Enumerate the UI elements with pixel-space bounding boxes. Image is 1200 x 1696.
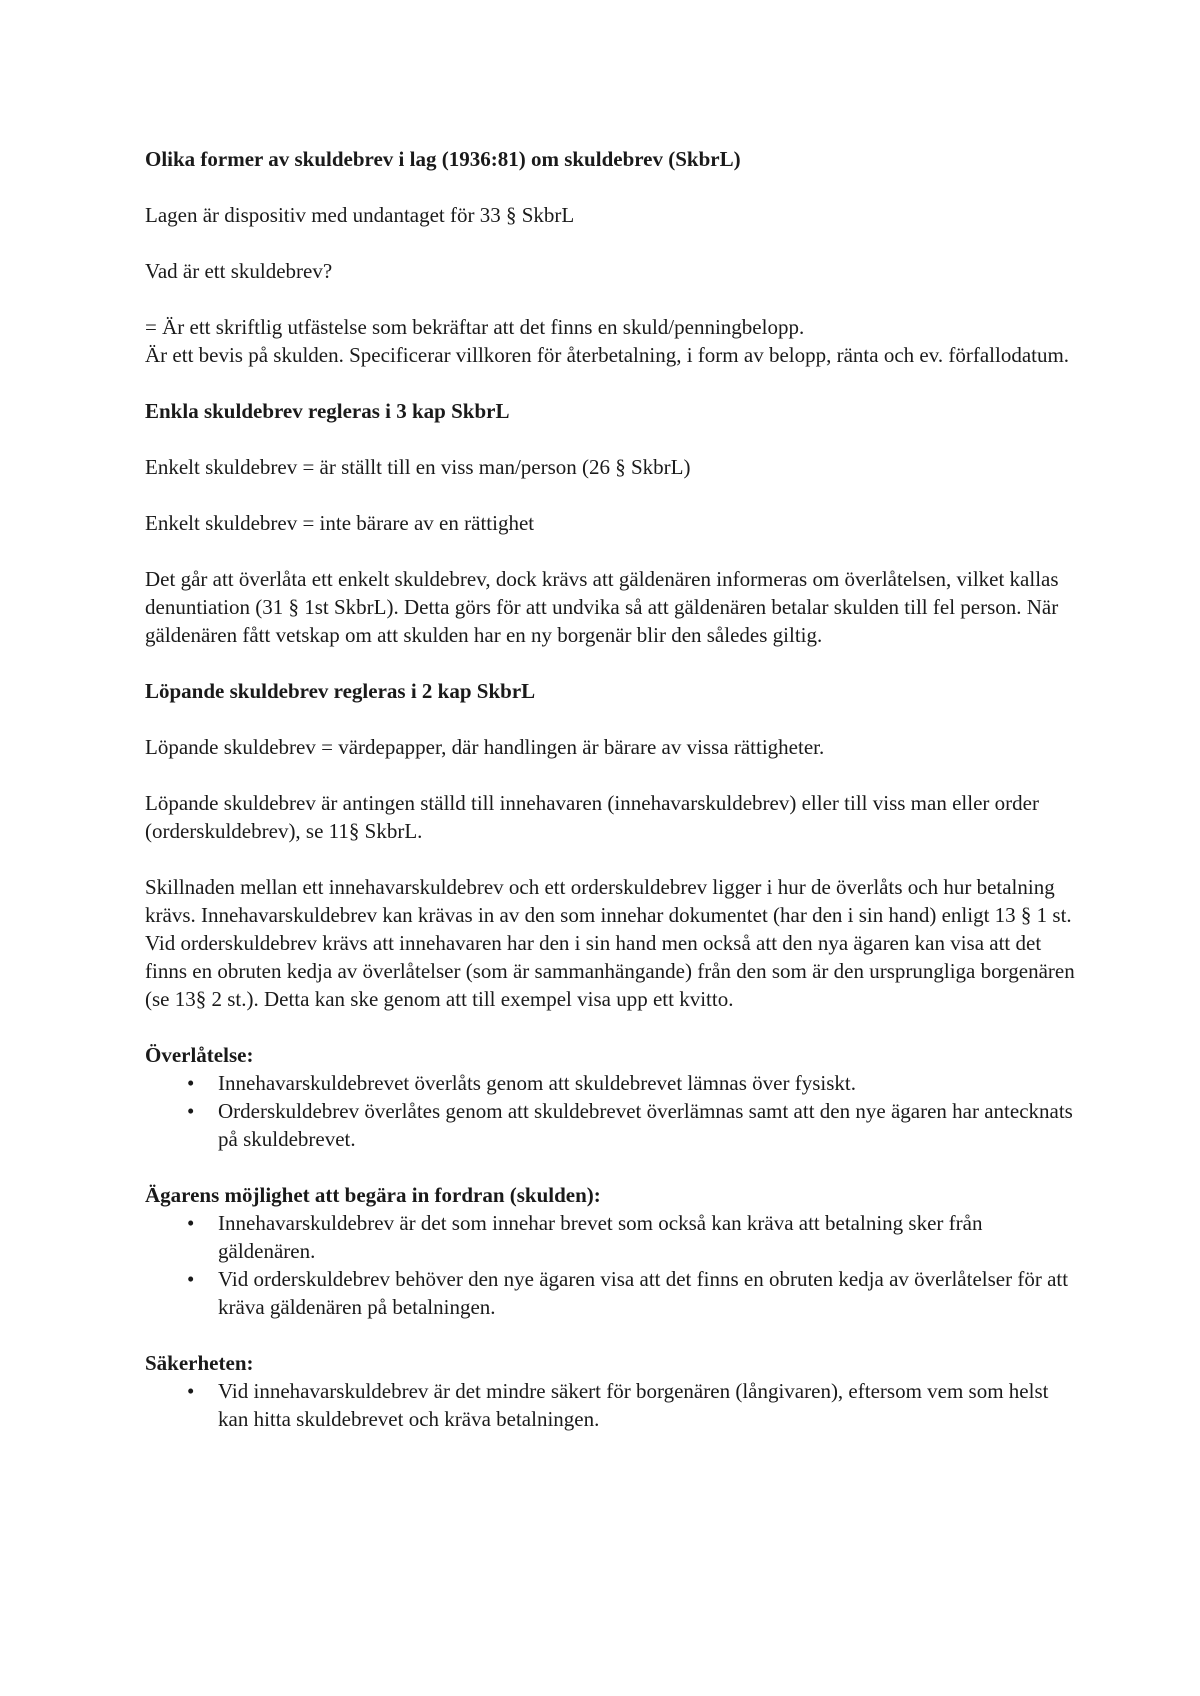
document-title: Olika former av skuldebrev i lag (1936:81) om skuldebrev (SkbrL) [145,147,741,171]
list-item-text: Innehavarskuldebrevet överlåts genom att skuldebrevet lämnas över fysiskt. [218,1071,856,1095]
paragraph-definition-1: = Är ett skriftlig utfästelse som bekräftar att det finns en skuld/penningbelopp. [145,315,805,339]
paragraph-enkelt-3: Det går att överlåta ett enkelt skuldebrev, dock krävs att gäldenären informeras om överlåtelsen, vilket kallas denuntiation (31 § 1st SkbrL). Detta görs för att undvika så att gäldenären betalar skulden till fel person. När gäldenären fått vetskap om att skulden har en ny borgenär blir den således giltig. [145,567,1059,647]
paragraph-lopande-3: Skillnaden mellan ett innehavarskuldebrev och ett orderskuldebrev ligger i hur de överlåts och hur betalning krävs. Innehavarskuldebrev kan krävas in av den som innehar dokumentet (har den i sin hand) enligt 13 § 1 st. Vid orderskuldebrev krävs att innehavaren har den i sin hand men också att den nya ägaren kan visa att det finns en obruten kedja av överlåtelser (som är sammanhängande) från den som är den ursprungliga borgenären (se 13§ 2 st.). Detta kan ske genom att till exempel visa upp ett kvitto. [145,875,1075,1011]
paragraph-enkelt-1: Enkelt skuldebrev = är ställt till en viss man/person (26 § SkbrL) [145,455,691,479]
list-item [145,1097,1075,1153]
bullet-icon: • [187,1071,195,1095]
bullet-list-agarens-mojlighet [145,1209,1075,1321]
bullet-list-sakerheten [145,1377,1075,1433]
paragraph-definition-2: Är ett bevis på skulden. Specificerar villkoren för återbetalning, i form av belopp, ränta och ev. förfallodatum. [145,343,1070,367]
list-item [145,1377,1075,1433]
list-item [145,1209,1075,1265]
bullet-icon: • [187,1267,195,1291]
heading-sakerheten: Säkerheten: [145,1351,254,1375]
list-item [145,1069,1075,1097]
paragraph-question: Vad är ett skuldebrev? [145,259,333,283]
heading-overlatelse: Överlåtelse: [145,1043,254,1067]
bullet-icon: • [187,1379,195,1403]
heading-agarens-mojlighet: Ägarens möjlighet att begära in fordran (skulden): [145,1183,601,1207]
bullet-icon: • [187,1211,195,1235]
paragraph-lopande-2: Löpande skuldebrev är antingen ställd till innehavaren (innehavarskuldebrev) eller till viss man eller order (orderskuldebrev), se 11§ SkbrL. [145,791,1039,843]
paragraph-enkelt-2: Enkelt skuldebrev = inte bärare av en rättighet [145,511,535,535]
list-item-text: Orderskuldebrev överlåtes genom att skuldebrevet överlämnas samt att den nye ägaren har antecknats på skuldebrevet. [218,1099,1073,1151]
heading-enkla-skuldebrev: Enkla skuldebrev regleras i 3 kap SkbrL [145,399,510,423]
heading-lopande-skuldebrev: Löpande skuldebrev regleras i 2 kap SkbrL [145,679,536,703]
paragraph-lopande-1: Löpande skuldebrev = värdepapper, där handlingen är bärare av vissa rättigheter. [145,735,825,759]
bullet-icon: • [187,1099,195,1123]
bullet-list-overlatelse [145,1069,1075,1153]
list-item-text: Vid innehavarskuldebrev är det mindre säkert för borgenären (långivaren), eftersom vem som helst kan hitta skuldebrevet och kräva betalningen. [218,1379,1049,1431]
paragraph-dispositiv: Lagen är dispositiv med undantaget för 33 § SkbrL [145,203,575,227]
list-item-text: Innehavarskuldebrev är det som innehar brevet som också kan kräva att betalning sker från gäldenären. [218,1211,983,1263]
document-body [145,145,1075,1461]
list-item [145,1265,1075,1321]
list-item-text: Vid orderskuldebrev behöver den nye ägaren visa att det finns en obruten kedja av överlåtelser för att kräva gäldenären på betalningen. [218,1267,1069,1319]
